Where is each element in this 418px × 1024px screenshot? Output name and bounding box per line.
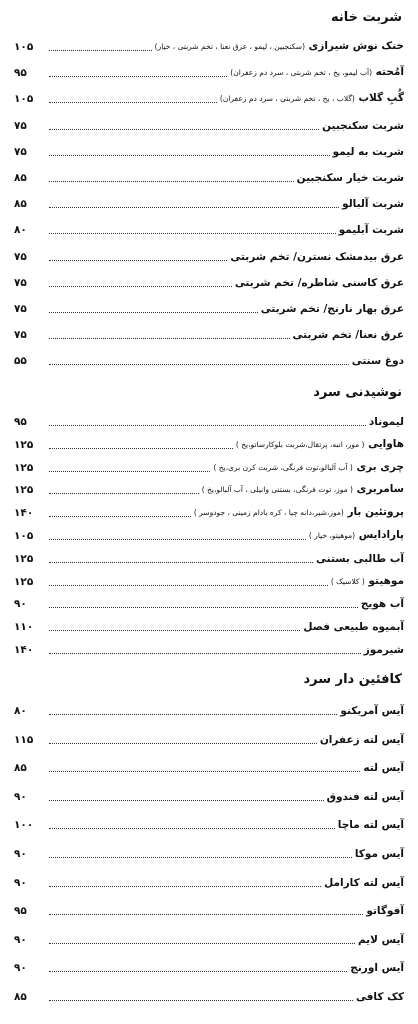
leader-dots [49, 260, 227, 261]
menu-item-price: ۱۰۰ [14, 819, 34, 832]
menu-item-price: ۹۰ [14, 962, 27, 975]
menu-item-name [342, 197, 404, 211]
menu-item-title: آیس لته زعفران [319, 733, 404, 746]
menu-item-price: ۵۵ [14, 355, 27, 368]
menu-item-title: لیموناد [368, 416, 404, 428]
menu-item [14, 300, 404, 316]
menu-item-title: آمُحته [375, 66, 404, 79]
menu-item [14, 64, 404, 80]
menu-item-price: ۱۲۵ [14, 552, 34, 565]
menu-item-title: عرق بهار نارنج/ تخم شربتی [260, 303, 404, 315]
menu-item-name [297, 171, 404, 185]
menu-item-title: شربت سکنجبین [322, 119, 404, 132]
menu-item-name [236, 437, 404, 452]
menu-item-description: ( کلاسیک ) [330, 576, 365, 586]
menu-item-title: عرق کاسنی شاطره/ تخم شربتی [234, 276, 404, 289]
section-title: شربت خانه [330, 10, 402, 25]
menu-item-name [322, 119, 404, 133]
menu-item-price: ۹۰ [14, 933, 27, 946]
menu-item-price: ۱۲۵ [14, 461, 34, 474]
section-cold-caffeinated [0, 672, 418, 1021]
menu-item-name [303, 620, 404, 634]
menu-item [14, 248, 404, 264]
menu-item-price: ۸۵ [14, 198, 27, 211]
menu-item-name [369, 415, 404, 429]
leader-dots [49, 971, 347, 972]
leader-dots [49, 562, 313, 563]
leader-dots [49, 425, 366, 426]
menu-item-name [358, 933, 404, 947]
menu-item-description: ( موز، توت فرنگی، بستنی وانیلی ، آب آلبالو،یخ ) [201, 485, 353, 495]
menu-item-title: آیس اورنج [350, 962, 404, 975]
leader-dots [49, 50, 152, 51]
leader-dots [49, 448, 233, 449]
menu-item [14, 550, 404, 566]
menu-item-name [355, 847, 404, 861]
menu-item-price: ۷۵ [14, 250, 27, 263]
menu-item-price: ۱۰۵ [14, 41, 34, 53]
menu-item [14, 352, 404, 368]
menu-item [14, 195, 404, 211]
menu-item-price: ۱۱۵ [14, 733, 34, 746]
menu-item-title: پارادایس [358, 529, 404, 541]
leader-dots [49, 76, 227, 77]
section-title: کافئین دار سرد [303, 672, 402, 687]
leader-dots [49, 914, 363, 915]
menu-item [14, 641, 404, 657]
leader-dots [49, 653, 361, 654]
menu-item-title: آبمیوه طبیعی فصل [303, 621, 404, 634]
menu-item-price: ۸۵ [14, 762, 27, 775]
menu-item-name [356, 990, 404, 1004]
leader-dots [49, 102, 217, 103]
menu-item [14, 702, 404, 718]
menu-item-name [230, 250, 404, 264]
leader-dots [49, 1000, 353, 1001]
menu-item-price: ۱۰۵ [14, 530, 34, 542]
menu-item [14, 573, 404, 589]
menu-item-name [261, 302, 404, 316]
menu-item-description: (موز،شیر،دانه چیا ، کره بادام زمینی ، جودوسر ) [193, 508, 344, 518]
menu-item [14, 931, 404, 947]
menu-item-name [230, 65, 404, 80]
leader-dots [49, 630, 300, 631]
menu-item-title: گُبِ گلاب [358, 92, 404, 105]
menu-item-name [331, 574, 404, 589]
menu-item [14, 816, 404, 832]
menu-item-name [327, 790, 404, 804]
leader-dots [49, 286, 232, 287]
leader-dots [49, 771, 360, 772]
menu-item-price: ۱۴۰ [14, 644, 34, 656]
leader-dots [49, 828, 335, 829]
leader-dots [49, 364, 349, 365]
menu-item-price: ۱۱۰ [14, 621, 34, 634]
menu-item-price: ۱۲۵ [14, 575, 34, 588]
menu-item-title: دوغ سنتی [351, 355, 404, 368]
menu-item [14, 527, 404, 543]
menu-item-price: ۱۲۵ [14, 438, 34, 451]
menu-item [14, 595, 404, 611]
menu-item-title: آفوگاتو [366, 905, 404, 918]
menu-item-name [309, 528, 404, 543]
menu-item [14, 459, 404, 475]
menu-item-name [320, 733, 404, 747]
menu-item-title: موهیتو [368, 574, 404, 587]
leader-dots [49, 943, 355, 944]
menu-item [14, 504, 404, 520]
menu-item-description: (موهیتو، خیار ) [308, 531, 356, 540]
menu-item [14, 988, 404, 1004]
menu-item-title: آیس لته [363, 762, 404, 775]
menu-item-title: آیس موکا [354, 848, 404, 860]
leader-dots [49, 155, 330, 156]
menu-item [14, 759, 404, 775]
leader-dots [49, 607, 358, 608]
menu-item-name [364, 643, 404, 657]
menu-item-description: (سکنجبین ، لیمو ، عرق نعنا ، تخم شربتی ، خیار) [154, 42, 305, 51]
menu-item [14, 874, 404, 890]
menu-item-title: هاوایی [368, 437, 404, 450]
leader-dots [49, 886, 321, 887]
menu-item-name [333, 145, 404, 159]
menu-item [14, 481, 404, 497]
menu-item [14, 902, 404, 918]
menu-item-name [338, 818, 404, 832]
menu-item-price: ۹۵ [14, 905, 27, 918]
menu-item [14, 788, 404, 804]
menu-item-price: ۱۰۵ [14, 93, 34, 106]
menu-item [14, 221, 404, 237]
menu-item-price: ۱۴۰ [14, 507, 34, 520]
menu-item-description: ( آب آلبالو،توت فرنگی، شربت کرن بری،یخ ) [213, 462, 353, 472]
menu-item-title: آیس لایم [357, 933, 404, 946]
menu-item-title: آیس آمریکنو [340, 705, 404, 717]
leader-dots [49, 233, 336, 234]
section-cold-drinks [0, 385, 418, 668]
menu-item-name [363, 761, 404, 775]
menu-item-name [324, 876, 404, 890]
leader-dots [49, 471, 210, 472]
menu-item-title: شربت خیار سکنجبین [296, 172, 404, 184]
menu-item-title: عرق بیدمشک نسترن/ تخم شربتی [230, 250, 404, 263]
menu-item-price: ۹۰ [14, 598, 27, 611]
leader-dots [49, 129, 319, 130]
menu-item-name [366, 904, 404, 918]
menu-item-name [361, 597, 404, 611]
menu-item-name [155, 39, 404, 54]
menu-item-name [235, 276, 404, 290]
leader-dots [49, 714, 337, 715]
menu-item-price: ۸۰ [14, 705, 27, 717]
menu-item [14, 959, 404, 975]
menu-item-price: ۹۵ [14, 416, 27, 428]
menu-item-name [220, 91, 404, 106]
menu-item [14, 90, 404, 106]
menu-item-title: چری بری [356, 460, 404, 473]
menu-item-title: شربت آبلیمو [338, 224, 404, 237]
menu-item-price: ۸۰ [14, 224, 27, 237]
menu-item-name [352, 354, 404, 368]
menu-item-title: شربت آلبالو [342, 198, 404, 211]
menu-item [14, 618, 404, 634]
menu-item-description: (آب لیمو، یخ ، تخم شربتی ، سرد دم زعفران) [230, 68, 373, 78]
menu-item [14, 117, 404, 133]
menu-item-title: خنک نوش شیرازی [308, 40, 404, 52]
menu-item-price: ۷۵ [14, 145, 27, 158]
menu-item-price: ۷۵ [14, 276, 27, 289]
leader-dots [49, 493, 199, 494]
menu-item-price: ۹۰ [14, 876, 27, 889]
menu-item [14, 143, 404, 159]
menu-item [14, 38, 404, 54]
menu-item-name [194, 505, 404, 520]
menu-item-price: ۸۵ [14, 991, 27, 1003]
menu-item-price: ۸۵ [14, 172, 27, 184]
menu-item-price: ۹۰ [14, 790, 27, 803]
menu-item [14, 326, 404, 342]
leader-dots [49, 800, 324, 801]
menu-item-description: (گلاب ، یخ ، تخم شربتی ، سرد دم زعفران) [219, 94, 355, 104]
menu-item-name [339, 223, 404, 237]
menu-item-title: آیس لته کارامل [324, 876, 404, 889]
menu-item [14, 169, 404, 185]
leader-dots [49, 338, 290, 339]
menu-item-title: عرق نعنا/ تخم شربتی [292, 329, 404, 342]
menu-item [14, 845, 404, 861]
leader-dots [49, 743, 317, 744]
leader-dots [49, 312, 258, 313]
leader-dots [49, 516, 191, 517]
menu-item [14, 436, 404, 452]
leader-dots [49, 585, 328, 586]
menu-item-name [350, 961, 404, 975]
menu-item-price: ۱۲۵ [14, 484, 34, 497]
menu-item-name [202, 482, 404, 497]
menu-item-price: ۹۵ [14, 67, 27, 80]
menu-item-name [293, 328, 404, 342]
menu-item [14, 731, 404, 747]
menu-item-price: ۷۵ [14, 303, 27, 315]
menu-item-name [340, 704, 404, 718]
menu-item-title: آب هویج [360, 598, 404, 611]
menu-item-title: آیس لته ماچا [337, 819, 404, 832]
menu-item [14, 274, 404, 290]
menu-item-title: آب طالبی بستنی [316, 552, 404, 565]
menu-item [14, 413, 404, 429]
menu-item-price: ۹۰ [14, 848, 27, 860]
menu-item-title: سامربری [356, 483, 404, 496]
menu-item-description: ( موز، انبه، پرتقال،شربت بلوکارساتو،یخ ) [235, 439, 365, 449]
menu-item-price: ۷۵ [14, 119, 27, 132]
leader-dots [49, 207, 339, 208]
menu-item-title: کک کافی [355, 991, 404, 1003]
section-sharbat-khaneh [0, 10, 418, 383]
leader-dots [49, 857, 352, 858]
menu-item-price: ۷۵ [14, 329, 27, 342]
menu-item-name [316, 552, 404, 566]
leader-dots [49, 181, 294, 182]
menu-item-title: شربت به لیمو [332, 145, 404, 158]
menu-item-title: پروتئین بار [347, 506, 404, 519]
menu-item-title: شیرموز [363, 644, 404, 656]
menu-item-name [213, 460, 404, 475]
menu-item-title: آیس لته فندوق [326, 790, 404, 803]
section-title: نوشیدنی سرد [313, 385, 402, 400]
leader-dots [49, 539, 306, 540]
